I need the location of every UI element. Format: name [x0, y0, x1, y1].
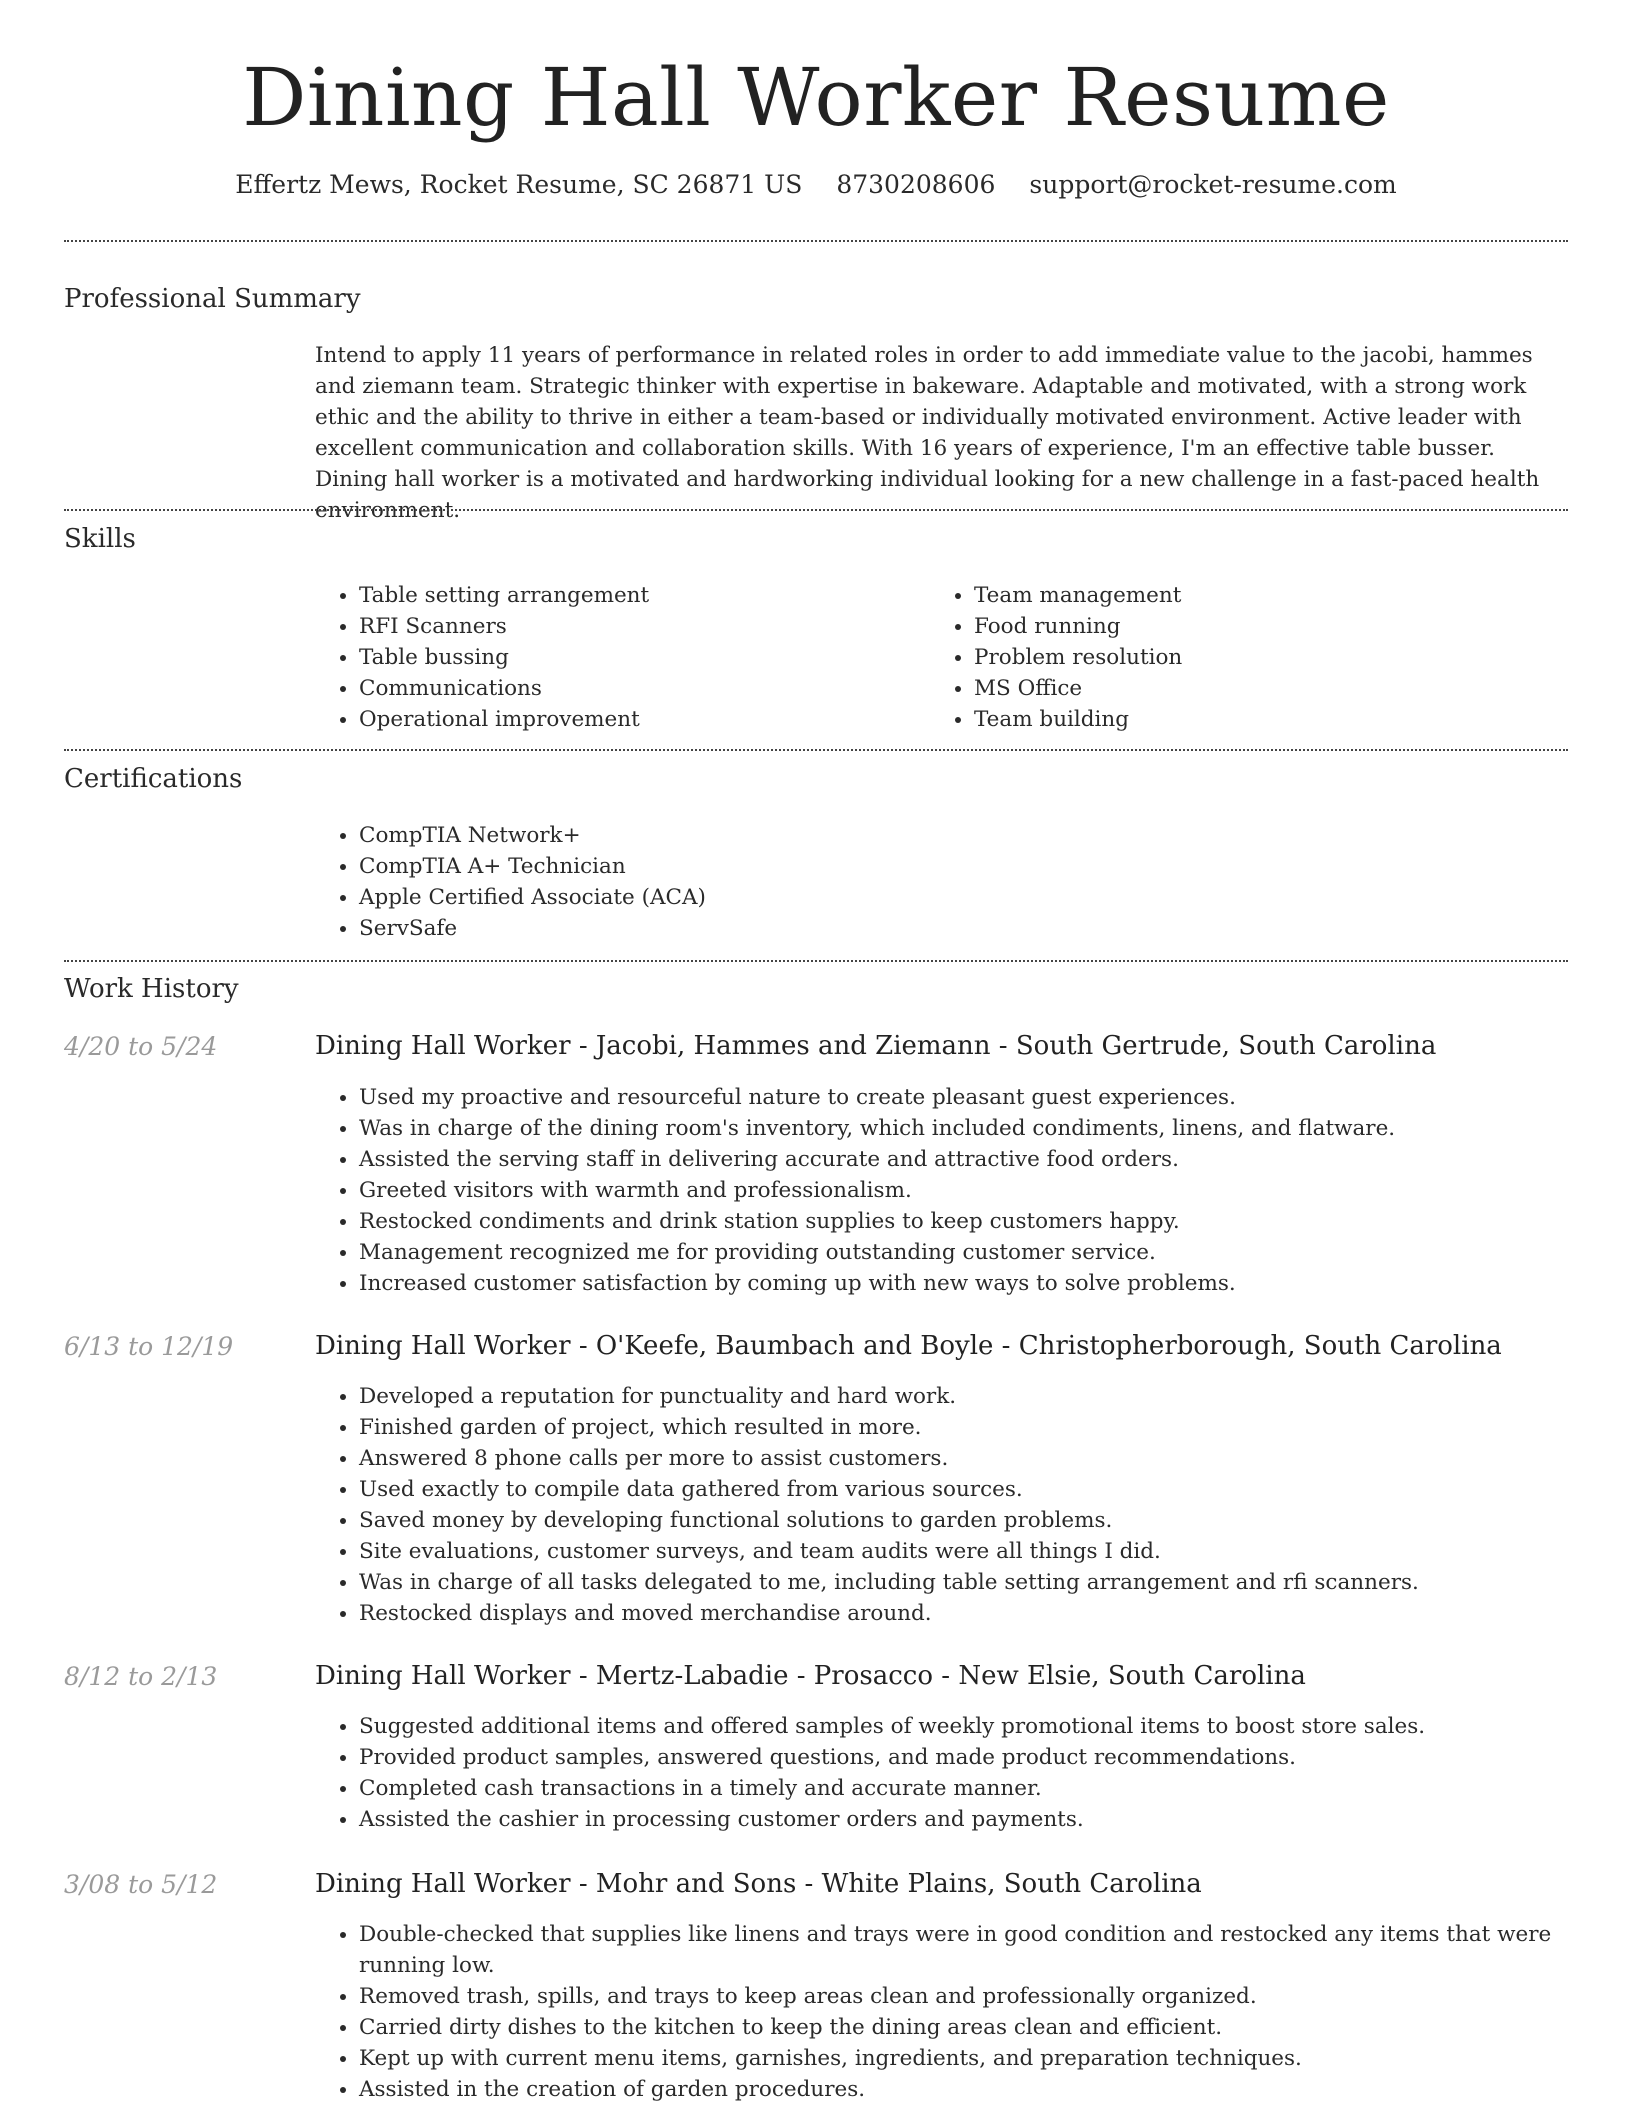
skill-item: • Team management — [974, 580, 1182, 611]
resume-title: Dining Hall Worker Resume — [242, 51, 1390, 144]
job-bullet: • Assisted in the creation of garden procedures. — [359, 2074, 1570, 2105]
email: support@rocket-resume.com — [1029, 170, 1397, 199]
job-bullet: • Increased customer satisfaction by coming up with new ways to solve problems. — [359, 1268, 1570, 1299]
skill-item: • Team building — [974, 704, 1182, 735]
job-bullet: • Finished garden of project, which resulted in more. — [359, 1412, 1570, 1443]
job-bullet: • Assisted the serving staff in delivering accurate and attractive food orders. — [359, 1144, 1570, 1175]
job-bullet: • Was in charge of all tasks delegated to me, including table setting arrangement and rfi scanners. — [359, 1567, 1570, 1598]
job-title: Dining Hall Worker - Mohr and Sons - White Plains, South Carolina — [315, 1869, 1202, 1899]
job-bullet: • Restocked displays and moved merchandise around. — [359, 1598, 1570, 1629]
job-bullet: • Provided product samples, answered questions, and made product recommendations. — [359, 1742, 1570, 1773]
job-title: Dining Hall Worker - Mertz-Labadie - Prosacco - New Elsie, South Carolina — [315, 1661, 1306, 1691]
certifications-heading: Certifications — [64, 764, 243, 794]
certification-item: • Apple Certified Associate (ACA) — [359, 882, 706, 913]
summary-text: Intend to apply 11 years of performance in related roles in order to add immediate value to the jacobi, hammes and ziemann team. Strategic thinker with expertise in bakeware. Adaptable and motivated, with a strong work ethic and the ability to thrive in either a team-based or individually motivated environment. Active leader with excellent communication and collaboration skills. With 16 years of experience, I'm an effective table busser. Dining hall worker is a motivated and hardworking individual looking for a new challenge in a fast-paced health environment. — [315, 343, 1540, 523]
skills-column-left — [315, 580, 649, 735]
skill-item: • Food running — [974, 611, 1182, 642]
job-bullet: • Site evaluations, customer surveys, and team audits were all things I did. — [359, 1536, 1570, 1567]
skill-item: • MS Office — [974, 673, 1182, 704]
certification-item: • CompTIA A+ Technician — [359, 851, 706, 882]
skill-item: • Communications — [359, 673, 649, 704]
certification-item: • ServSafe — [359, 913, 706, 944]
job-bullet: • Assisted the cashier in processing customer orders and payments. — [359, 1804, 1570, 1835]
job-bullet: • Carried dirty dishes to the kitchen to keep the dining areas clean and efficient. — [359, 2012, 1570, 2043]
skill-item: • Problem resolution — [974, 642, 1182, 673]
job-bullet: • Management recognized me for providing outstanding customer service. — [359, 1237, 1570, 1268]
job-bullets — [315, 1711, 1570, 1835]
job-bullet: • Double-checked that supplies like linens and trays were in good condition and restocked any items that were running low. — [359, 1919, 1570, 1981]
skill-item: • RFI Scanners — [359, 611, 649, 642]
skills-heading: Skills — [64, 524, 136, 554]
skill-item: • Table setting arrangement — [359, 580, 649, 611]
job-bullet: • Was in charge of the dining room's inventory, which included condiments, linens, and flatware. — [359, 1113, 1570, 1144]
work-history-heading: Work History — [64, 974, 239, 1004]
job-bullet: • Developed a reputation for punctuality and hard work. — [359, 1381, 1570, 1412]
job-bullet: • Suggested additional items and offered samples of weekly promotional items to boost store sales. — [359, 1711, 1570, 1742]
job-bullet: • Completed cash transactions in a timely and accurate manner. — [359, 1773, 1570, 1804]
job-bullet: • Answered 8 phone calls per more to assist customers. — [359, 1443, 1570, 1474]
skill-item: • Operational improvement — [359, 704, 649, 735]
job-bullet: • Restocked condiments and drink station supplies to keep customers happy. — [359, 1206, 1570, 1237]
job-title: Dining Hall Worker - O'Keefe, Baumbach and Boyle - Christopherborough, South Carolina — [315, 1331, 1502, 1361]
divider — [64, 509, 1568, 511]
job-bullet: • Kept up with current menu items, garnishes, ingredients, and preparation techniques. — [359, 2043, 1570, 2074]
job-bullet: • Removed trash, spills, and trays to keep areas clean and professionally organized. — [359, 1981, 1570, 2012]
job-dates: 6/13 to 12/19 — [64, 1332, 234, 1361]
job-bullets — [315, 1919, 1570, 2105]
job-bullet: • Greeted visitors with warmth and professionalism. — [359, 1175, 1570, 1206]
job-bullet: • Used my proactive and resourceful nature to create pleasant guest experiences. — [359, 1082, 1570, 1113]
skill-item: • Table bussing — [359, 642, 649, 673]
contact-line — [0, 170, 1632, 199]
job-dates: 8/12 to 2/13 — [64, 1662, 218, 1691]
divider — [64, 749, 1568, 751]
phone: 8730208606 — [836, 170, 996, 199]
job-bullet: • Used exactly to compile data gathered from various sources. — [359, 1474, 1570, 1505]
job-dates: 4/20 to 5/24 — [64, 1032, 218, 1061]
summary-heading: Professional Summary — [64, 284, 361, 314]
job-bullets — [315, 1381, 1570, 1629]
certifications-list — [315, 820, 706, 944]
job-bullet: • Saved money by developing functional solutions to garden problems. — [359, 1505, 1570, 1536]
skills-column-right — [930, 580, 1182, 735]
certification-item: • CompTIA Network+ — [359, 820, 706, 851]
divider — [64, 240, 1568, 242]
address: Effertz Mews, Rocket Resume, SC 26871 US — [235, 170, 803, 199]
job-bullets — [315, 1082, 1570, 1299]
divider — [64, 960, 1568, 962]
job-dates: 3/08 to 5/12 — [64, 1870, 218, 1899]
job-title: Dining Hall Worker - Jacobi, Hammes and Ziemann - South Gertrude, South Carolina — [315, 1031, 1437, 1061]
